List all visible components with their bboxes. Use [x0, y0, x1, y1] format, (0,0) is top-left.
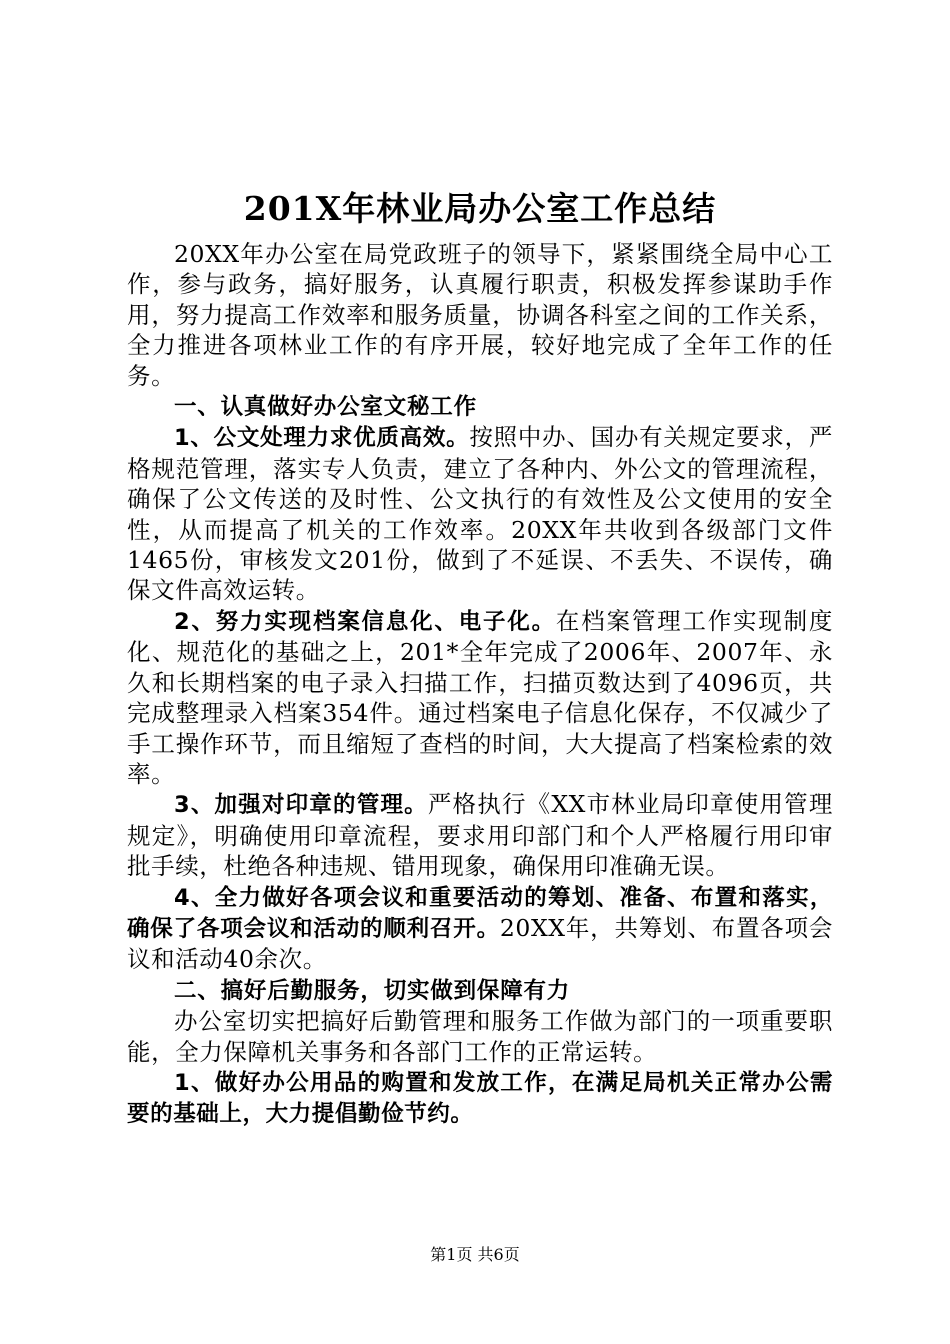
document-title: 201X年林业局办公室工作总结: [243, 189, 717, 228]
section-2-heading-paragraph: [127, 975, 833, 1006]
intro-paragraph: 20XX年办公室在局党政班子的领导下，紧紧围绕全局中心工作，参与政务，搞好服务，认真履行职责，积极发挥参谋助手作用，努力提高工作效率和服务质量，协调各科室之间的工作关系，全力推进各项林业工作的有序开展，较好地完成了全年工作的任务。: [127, 240, 833, 390]
section-2-item-1-lead: 1、做好办公用品的购置和发放工作，在满足局机关正常办公需要的基础上，大力提倡勤俭节约。: [127, 1069, 833, 1128]
section-1-item-4-text: 20XX年，共筹划、布置各项会议和活动40余次。: [127, 913, 833, 974]
section-1-item-1-text: 按照中办、国办有关规定要求，严格规范管理，落实专人负责，建立了各种内、外公文的管理流程，确保了公文传送的及时性、公文执行的有效性及公文使用的安全性，从而提高了机关的工作效率。20XX年共收到各级部门文件1465份，审核发文201份，做到了不延误、不丢失、不误传，确保文件高效运转。: [127, 423, 833, 605]
section-1-item-1: [127, 422, 833, 605]
section-1-heading: 一、认真做好办公室文秘工作: [174, 394, 477, 421]
section-1-item-3-lead: 3、加强对印章的管理。: [174, 792, 428, 819]
section-1-item-2-lead: 2、努力实现档案信息化、电子化。: [174, 608, 556, 635]
section-1-item-2: [127, 606, 833, 789]
section-2-item-1: [127, 1067, 833, 1130]
section-1-item-4-lead: 4、全力做好各项会议和重要活动的筹划、准备、布置和落实，确保了各项会议和活动的顺利召开。: [127, 884, 833, 942]
section-1-item-4: [127, 882, 833, 975]
section-1-item-3: [127, 789, 833, 881]
section-2-heading: 二、搞好后勤服务，切实做到保障有力: [174, 977, 571, 1004]
section-1-item-2-text: 在档案管理工作实现制度化、规范化的基础之上，201*全年完成了2006年、2007年、永久和长期档案的电子录入扫描工作，扫描页数达到了4096页，共完成整理录入档案354件。通过档案电子信息化保存，不仅减少了手工操作环节，而且缩短了查档的时间，大大提高了档案检索的效率。: [127, 606, 833, 788]
section-2-intro: 办公室切实把搞好后勤管理和服务工作做为部门的一项重要职能，全力保障机关事务和各部门工作的正常运转。: [127, 1007, 833, 1066]
section-1-heading-paragraph: [127, 391, 833, 422]
document-page: [127, 183, 833, 1130]
section-1-item-1-lead: 1、公文处理力求优质高效。: [174, 425, 470, 452]
section-1-item-3-text: 严格执行《XX市林业局印章使用管理规定》，明确使用印章流程，要求用印部门和个人严格履行用印审批手续，杜绝各种违规、错用现象，确保用印准确无误。: [127, 790, 833, 881]
page-footer: 第1页 共6页: [430, 1245, 520, 1264]
